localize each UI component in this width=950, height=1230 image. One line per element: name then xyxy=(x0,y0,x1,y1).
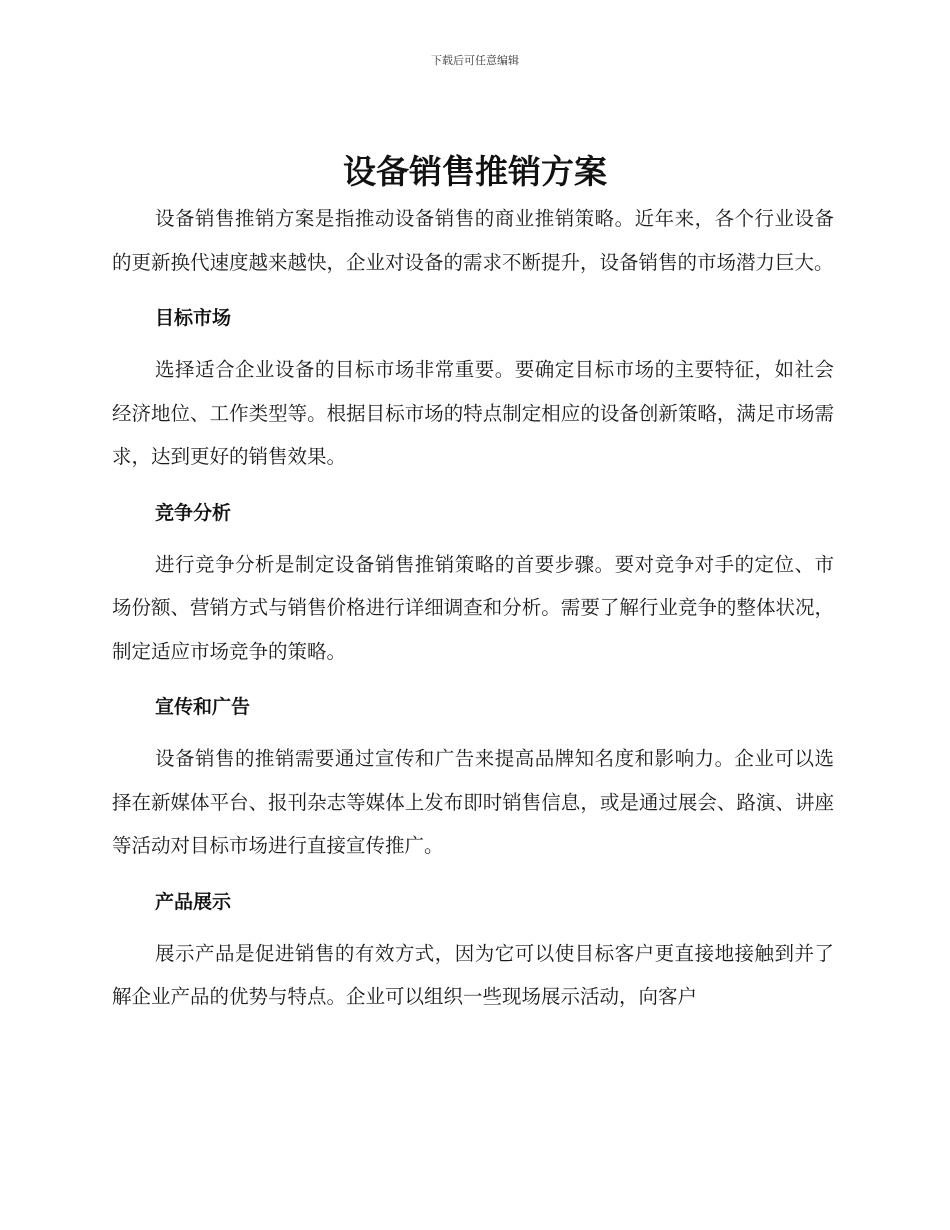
document-body xyxy=(112,197,834,1019)
section-heading-target-market: 目标市场 xyxy=(155,307,232,329)
section-heading-promotion-advertising: 宣传和广告 xyxy=(155,696,251,718)
section-body-promotion-advertising: 设备销售的推销需要通过宣传和广告来提高品牌知名度和影响力。企业可以选择在新媒体平台、报刊杂志等媒体上发布即时销售信息，或是通过展会、路演、讲座等活动对目标市场进行直接宣传推广。 xyxy=(112,747,834,857)
section-heading-competition-analysis: 竞争分析 xyxy=(155,501,232,524)
intro-paragraph: 设备销售推销方案是指推动设备销售的商业推销策略。近年来，各个行业设备的更新换代速度越来越快，企业对设备的需求不断提升，设备销售的市场潜力巨大。 xyxy=(112,207,834,274)
section-body-target-market: 选择适合企业设备的目标市场非常重要。要确定目标市场的主要特征，如社会经济地位、工作类型等。根据目标市场的特点制定相应的设备创新策略，满足市场需求，达到更好的销售效果。 xyxy=(112,358,834,468)
page-header-note: 下载后可任意编辑 xyxy=(431,54,519,67)
section-heading-product-display: 产品展示 xyxy=(155,890,232,913)
document-title: 设备销售推销方案 xyxy=(343,152,607,191)
section-body-product-display: 展示产品是促进销售的有效方式，因为它可以使目标客户更直接地接触到并了解企业产品的优势与特点。企业可以组织一些现场展示活动，向客户 xyxy=(112,941,834,1008)
section-body-competition-analysis: 进行竞争分析是制定设备销售推销策略的首要步骤。要对竞争对手的定位、市场份额、营销方式与销售价格进行详细调查和分析。需要了解行业竞争的整体状况，制定适应市场竞争的策略。 xyxy=(112,552,834,663)
